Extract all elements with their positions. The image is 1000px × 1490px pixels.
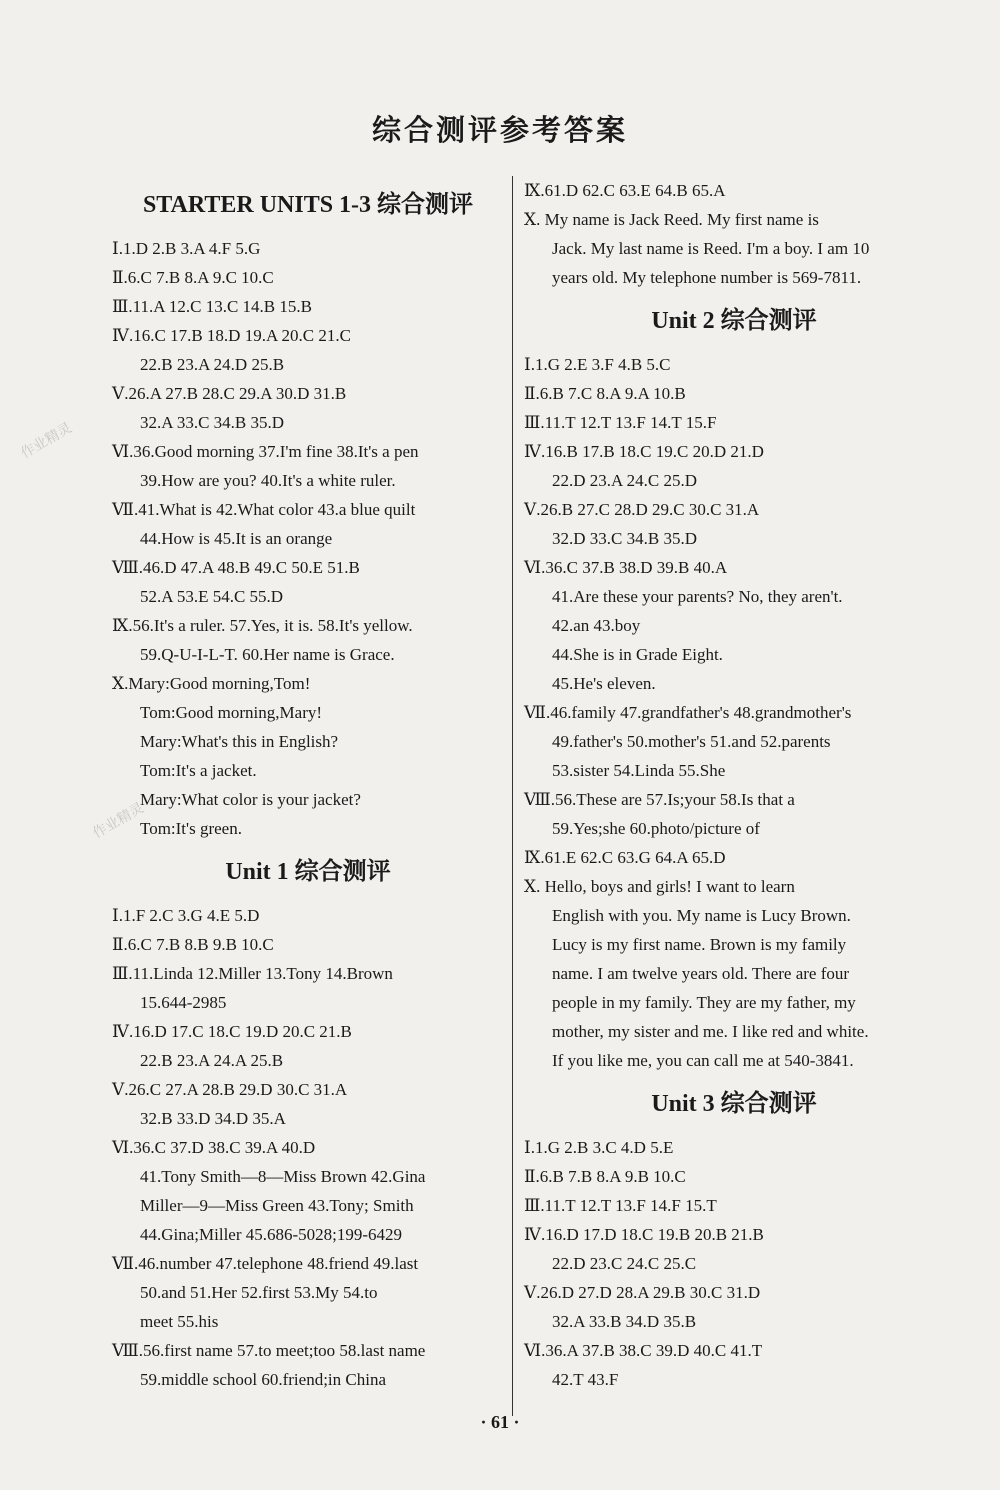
answer-line: Ⅱ.6.C 7.B 8.B 9.B 10.C bbox=[112, 935, 274, 954]
answer-line: 44.Gina;Miller 45.686-5028;199-6429 bbox=[140, 1225, 403, 1244]
answer-line: Mary:What's this in English? bbox=[140, 732, 339, 751]
answer-line: years old. My telephone number is 569-7811. bbox=[552, 268, 862, 287]
watermark: 作业精灵 bbox=[90, 799, 147, 842]
answer-line: Ⅸ.56.It's a ruler. 57.Yes, it is. 58.It's yellow. bbox=[112, 616, 413, 635]
column-divider bbox=[512, 176, 513, 1416]
answer-line: Tom:Good morning,Mary! bbox=[140, 703, 323, 722]
section-title: STARTER UNITS 1-3 综合测评 bbox=[142, 192, 474, 218]
answer-line: Ⅴ.26.A 27.B 28.C 29.A 30.D 31.B bbox=[112, 384, 347, 403]
answer-line: 50.and 51.Her 52.first 53.My 54.to bbox=[140, 1283, 378, 1302]
answer-line: Ⅸ.61.E 62.C 63.G 64.A 65.D bbox=[524, 848, 726, 867]
answer-line: 15.644-2985 bbox=[140, 993, 227, 1012]
answer-line: Ⅱ.6.B 7.C 8.A 9.A 10.B bbox=[524, 384, 686, 403]
answer-line: Ⅳ.16.B 17.B 18.C 19.C 20.D 21.D bbox=[524, 442, 764, 461]
answer-line: 44.She is in Grade Eight. bbox=[552, 645, 723, 664]
answer-line: Ⅹ. Hello, boys and girls! I want to learn bbox=[524, 877, 795, 896]
answer-line: 32.A 33.C 34.B 35.D bbox=[140, 413, 285, 432]
answer-line: Tom:It's a jacket. bbox=[140, 761, 257, 780]
answer-line: Ⅶ.46.family 47.grandfather's 48.grandmother's bbox=[524, 703, 852, 722]
answer-line: Ⅷ.56.These are 57.Is;your 58.Is that a bbox=[524, 790, 795, 809]
answer-line: Ⅰ.1.G 2.E 3.F 4.B 5.C bbox=[524, 355, 671, 374]
answer-line: 44.How is 45.It is an orange bbox=[140, 529, 333, 548]
answer-line: Ⅲ.11.T 12.T 13.F 14.F 15.T bbox=[524, 1196, 717, 1215]
answer-line: Miller—9—Miss Green 43.Tony; Smith bbox=[140, 1196, 414, 1215]
answer-line: Ⅳ.16.D 17.C 18.C 19.D 20.C 21.B bbox=[112, 1022, 352, 1041]
answer-line: Ⅰ.1.D 2.B 3.A 4.F 5.G bbox=[112, 239, 261, 258]
page-title: 综合测评参考答案 bbox=[371, 115, 628, 147]
answer-line: 41.Are these your parents? No, they aren't. bbox=[552, 587, 843, 606]
answer-line: Ⅴ.26.B 27.C 28.D 29.C 30.C 31.A bbox=[524, 500, 760, 519]
answer-line: Ⅲ.11.T 12.T 13.F 14.T 15.F bbox=[524, 413, 717, 432]
answer-line: 53.sister 54.Linda 55.She bbox=[552, 761, 726, 780]
section-title: Unit 1 综合测评 bbox=[225, 859, 391, 885]
right-column bbox=[524, 176, 944, 1394]
answer-line: Ⅹ. My name is Jack Reed. My first name is bbox=[524, 210, 819, 229]
answer-line: Ⅰ.1.G 2.B 3.C 4.D 5.E bbox=[524, 1138, 674, 1157]
answer-line: 59.Q-U-I-L-T. 60.Her name is Grace. bbox=[140, 645, 395, 664]
answer-line: 22.D 23.A 24.C 25.D bbox=[552, 471, 697, 490]
answer-line: English with you. My name is Lucy Brown. bbox=[552, 906, 851, 925]
answer-line: Ⅸ.61.D 62.C 63.E 64.B 65.A bbox=[524, 181, 726, 200]
section-title: Unit 2 综合测评 bbox=[651, 308, 817, 334]
answer-line: Ⅰ.1.F 2.C 3.G 4.E 5.D bbox=[112, 906, 260, 925]
answer-line: 22.D 23.C 24.C 25.C bbox=[552, 1254, 697, 1273]
answer-line: Ⅴ.26.C 27.A 28.B 29.D 30.C 31.A bbox=[112, 1080, 348, 1099]
answer-line: Ⅵ.36.Good morning 37.I'm fine 38.It's a pen bbox=[112, 442, 419, 461]
answer-line: name. I am twelve years old. There are four bbox=[552, 964, 850, 983]
answer-line: Ⅵ.36.C 37.D 38.C 39.A 40.D bbox=[112, 1138, 316, 1157]
answer-line: Tom:It's green. bbox=[140, 819, 242, 838]
left-column bbox=[112, 176, 504, 1394]
answer-line: Ⅵ.36.C 37.B 38.D 39.B 40.A bbox=[524, 558, 728, 577]
answer-line: Ⅲ.11.A 12.C 13.C 14.B 15.B bbox=[112, 297, 312, 316]
answer-line: Ⅱ.6.C 7.B 8.A 9.C 10.C bbox=[112, 268, 274, 287]
answer-line: 49.father's 50.mother's 51.and 52.parents bbox=[552, 732, 831, 751]
answer-line: 42.an 43.boy bbox=[552, 616, 641, 635]
answer-line: If you like me, you can call me at 540-3841. bbox=[552, 1051, 854, 1070]
answer-line: 32.A 33.B 34.D 35.B bbox=[552, 1312, 697, 1331]
answer-line: Ⅳ.16.C 17.B 18.D 19.A 20.C 21.C bbox=[112, 326, 351, 345]
answer-line: Ⅴ.26.D 27.D 28.A 29.B 30.C 31.D bbox=[524, 1283, 761, 1302]
answer-line: 59.middle school 60.friend;in China bbox=[140, 1370, 386, 1389]
answer-line: 32.D 33.C 34.B 35.D bbox=[552, 529, 697, 548]
answer-line: meet 55.his bbox=[140, 1312, 219, 1331]
answer-line: 59.Yes;she 60.photo/picture of bbox=[552, 819, 760, 838]
answer-line: 45.He's eleven. bbox=[552, 674, 656, 693]
answer-line: 41.Tony Smith—8—Miss Brown 42.Gina bbox=[140, 1167, 426, 1186]
answer-line: 32.B 33.D 34.D 35.A bbox=[140, 1109, 286, 1128]
answer-line: Ⅱ.6.B 7.B 8.A 9.B 10.C bbox=[524, 1167, 686, 1186]
answer-line: Ⅶ.46.number 47.telephone 48.friend 49.last bbox=[112, 1254, 419, 1273]
answer-line: people in my family. They are my father, my bbox=[552, 993, 856, 1012]
answer-line: Ⅷ.46.D 47.A 48.B 49.C 50.E 51.B bbox=[112, 558, 360, 577]
answer-line: 22.B 23.A 24.A 25.B bbox=[140, 1051, 284, 1070]
answer-line: Mary:What color is your jacket? bbox=[140, 790, 361, 809]
watermark: 作业精灵 bbox=[18, 419, 75, 462]
answer-line: 42.T 43.F bbox=[552, 1370, 619, 1389]
answer-line: Ⅹ.Mary:Good morning,Tom! bbox=[112, 674, 311, 693]
answer-line: 52.A 53.E 54.C 55.D bbox=[140, 587, 284, 606]
answer-line: Lucy is my first name. Brown is my family bbox=[552, 935, 847, 954]
answer-line: Ⅵ.36.A 37.B 38.C 39.D 40.C 41.T bbox=[524, 1341, 763, 1360]
answer-line: 22.B 23.A 24.D 25.B bbox=[140, 355, 285, 374]
answer-line: Ⅲ.11.Linda 12.Miller 13.Tony 14.Brown bbox=[112, 964, 393, 983]
answer-line: mother, my sister and me. I like red and white. bbox=[552, 1022, 869, 1041]
answer-line: Ⅳ.16.D 17.D 18.C 19.B 20.B 21.B bbox=[524, 1225, 764, 1244]
section-title: Unit 3 综合测评 bbox=[651, 1091, 817, 1117]
answer-line: 39.How are you? 40.It's a white ruler. bbox=[140, 471, 396, 490]
answer-line: Ⅷ.56.first name 57.to meet;too 58.last name bbox=[112, 1341, 426, 1360]
answer-line: Jack. My last name is Reed. I'm a boy. I am 10 bbox=[552, 239, 870, 258]
answer-line: Ⅶ.41.What is 42.What color 43.a blue quilt bbox=[112, 500, 416, 519]
page-number: · 61 · bbox=[480, 1412, 520, 1432]
